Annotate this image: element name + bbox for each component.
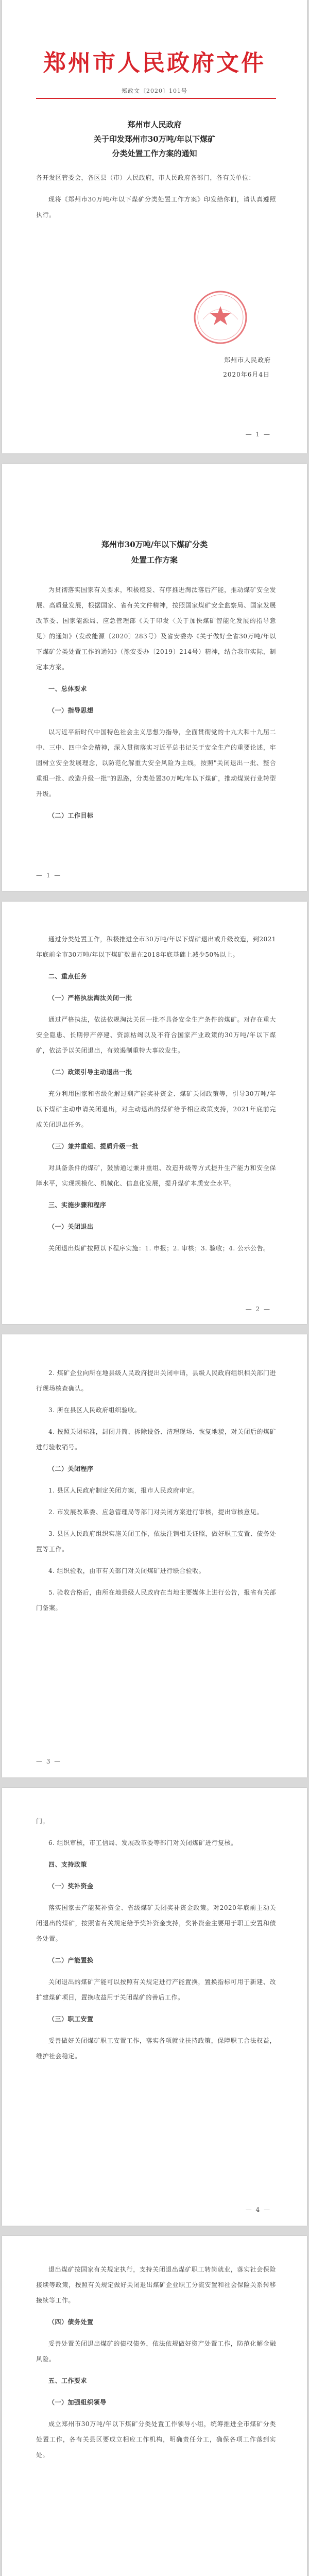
notice-title-line: 分类处置工作方案的通知: [112, 149, 197, 158]
page-4-body: [36, 1365, 276, 1622]
page-number: — 1 —: [245, 431, 271, 438]
subsection-heading: （一）加强组织领导: [48, 2399, 107, 2406]
page-number: — 2 —: [245, 1306, 271, 1313]
section-heading: 一、总体要求: [48, 685, 88, 692]
document-page-1: [2, 0, 307, 453]
paragraph: 通过分类处置工作，积极推进全市30万吨/年以下煤矿退出或升级改造，到2021年底前全市30万吨/年以下煤矿数量在2018年底基础上减少50%以上。: [36, 936, 276, 958]
page-6-body: [36, 2262, 276, 2469]
paragraph: 妥善处置关闭退出煤矿的债权债务，依法依规做好资产处置工作，防范化解金融风险。: [36, 2340, 276, 2363]
paragraph: 3. 所在县区人民政府组织验收。: [48, 1406, 141, 1414]
page-number: — 4 —: [245, 2206, 271, 2213]
notice-title-line: 关于印发郑州市30万吨/年以下煤矿: [93, 134, 216, 144]
paragraph: 4. 组织验收，由市有关部门对关闭煤矿进行联合验收。: [48, 1567, 205, 1574]
section-heading: 二、重点任务: [48, 973, 88, 980]
plan-title-line: 处置工作方案: [131, 555, 178, 565]
paragraph: 门。: [36, 1818, 49, 1825]
subsection-heading: （二）工作目标: [48, 812, 94, 819]
paragraph: 3. 县区人民政府组织实施关闭工作，依法注销相关证照，做好职工安置、债务处置等工作。: [36, 1530, 276, 1553]
paragraph: 6. 组织审核，市工信局、发展改革委等部门对关闭煤矿进行复核。: [48, 1839, 237, 1846]
paragraph: 5. 验收合格后，由所在地县级人民政府在当地主要媒体上进行公告，报省有关部门备案。: [36, 1589, 276, 1612]
subsection-heading: （二）产能置换: [48, 1957, 94, 1964]
paragraph: 4. 按照关闭标准，封闭井筒、拆除设备、清理现场、恢复地貌，对关闭后的煤矿进行验收销号。: [36, 1428, 276, 1451]
paragraph: 充分利用国家和省级化解过剩产能奖补资金、煤矿关闭政策等，引导30万吨/年以下煤矿主动申请关闭退出，对主动退出的煤矿给予相应政策支持，2021年底前完成关闭退出任务。: [36, 1090, 276, 1128]
document-number: 郑政文〔2020〕101号: [122, 88, 187, 94]
subsection-heading: （一）指导思想: [48, 707, 94, 714]
page-number: — 1 —: [36, 872, 62, 879]
paragraph: 落实国家去产能奖补资金、省级煤矿关闭奖补资金政策。对2020年底前主动关闭退出的煤矿，按照省有关规定给予奖补资金支持，奖补资金主要用于职工安置和债务处置。: [36, 1904, 276, 1942]
official-seal-icon: [192, 289, 249, 346]
subsection-heading: （一）关闭退出: [48, 1223, 94, 1230]
paragraph: 关闭退出的煤矿产能可以按照有关规定进行产能置换，置换指标可用于新建、改扩建煤矿项目，置换收益用于关闭煤矿的善后工作。: [36, 1978, 276, 2001]
section-heading: 五、工作要求: [48, 2377, 88, 2384]
notice-title-line: 郑州市人民政府: [127, 120, 182, 129]
signing-date: 2020年6月4日: [223, 371, 270, 378]
subsection-heading: （三）兼并重组、提质升级一批: [48, 1143, 139, 1150]
document-page-3: [2, 902, 307, 1324]
page-5-body: [36, 1814, 276, 2070]
page-number: — 3 —: [36, 1758, 62, 1765]
plan-title: [2, 537, 307, 568]
subsection-heading: （一）奖补资金: [48, 1883, 94, 1890]
paragraph: 通过严格执法，依法依规淘汰关闭一批不具备安全生产条件的煤矿。对存在重大安全隐患、长期停产停建、资源枯竭以及不符合国家产业政策的30万吨/年以下煤矿，依法予以关闭退出，有效遏制重特大事故发生。: [36, 1016, 276, 1054]
paragraph: 为贯彻落实国家有关要求，积极稳妥、有序推进淘汰落后产能，推动煤矿安全发展、高质量发展，根据国家、省有关文件精神，按照国家煤矿安全监察局、国家发展改革委、国家能源局、应急管理部《关于印发〈关于加快煤矿智能化发展的指导意见〉的通知》（发改能源〔2020〕283号）及省安委办《关于做好全省30万吨/年以下煤矿分类处置工作的通知》（豫安委办〔2019〕214号）精神，结合我市实际，制定本方案。: [36, 586, 276, 671]
document-page-5: [2, 1788, 307, 2226]
document-masthead: 郑州市人民政府文件: [43, 50, 266, 76]
plan-title-line: 郑州市30万吨/年以下煤矿分类: [101, 540, 208, 549]
salutation: 各开发区管委会，各区县（市）人民政府，市人民政府各部门，各有关单位：: [36, 174, 255, 181]
notice-paragraph: 现将《郑州市30万吨/年以下煤矿分类处置工作方案》印发给你们，请认真遵照执行。: [36, 196, 276, 218]
document-page-4: [2, 1334, 307, 1777]
subsection-heading: （二）关闭程序: [48, 1465, 94, 1472]
page-3-body: [36, 931, 276, 1262]
paragraph: 妥善做好关闭煤矿职工安置工作，落实各项就业扶持政策，保障职工合法权益，维护社会稳定。: [36, 2037, 276, 2060]
page-2-body: [36, 582, 276, 829]
notice-title: [2, 117, 307, 161]
subsection-heading: （二）政策引导主动退出一批: [48, 1069, 132, 1076]
paragraph: 对具备条件的煤矿，鼓励通过兼并重组、改造升级等方式提升生产能力和安全保障水平，实现规模化、机械化、信息化发展，提升煤矿本质安全水平。: [36, 1164, 276, 1187]
paragraph: 2. 煤矿企业向所在地县级人民政府提出关闭申请，县级人民政府组织相关部门进行现场核查确认。: [36, 1369, 276, 1392]
paragraph: 退出煤矿按国家有关规定执行，支持关闭退出煤矿职工转岗就业，落实社会保险接续等政策，按照有关规定做好关闭退出煤矿企业职工分流安置和社会保险关系转移接续等工作。: [36, 2266, 276, 2304]
subsection-heading: （四）债务处置: [48, 2318, 94, 2326]
paragraph: 1. 县区人民政府制定关闭方案，报市人民政府审定。: [48, 1487, 199, 1494]
signing-organization: 郑州市人民政府: [224, 357, 271, 364]
subsection-heading: （一）严格执法淘汰关闭一批: [48, 994, 132, 1002]
section-heading: 三、实施步骤和程序: [48, 1201, 107, 1209]
paragraph: 成立郑州市30万吨/年以下煤矿分类处置工作领导小组，统筹推进全市煤矿分类处置工作，各有关县区要成立相应工作机构，明确责任分工，确保各项工作落到实处。: [36, 2420, 276, 2459]
paragraph: 关闭退出煤矿按照以下程序实施：1. 申报；2. 审核；3. 验收；4. 公示公告。: [48, 1245, 270, 1252]
paragraph: 以习近平新时代中国特色社会主义思想为指导，全面贯彻党的十九大和十九届二中、三中、四中全会精神，深入贯彻落实习近平总书记关于安全生产的重要论述，牢固树立安全发展理念，以防范化解重大安全风险为主线，按照"关闭退出一批、整合重组一批、改造升级一批"的思路，分类处置30万吨/年以下煤矿，推动煤炭行业转型升级。: [36, 728, 276, 798]
section-heading: 四、支持政策: [48, 1861, 88, 1868]
paragraph: 2. 市发展改革委、应急管理局等部门对关闭方案进行审核，提出审核意见。: [48, 1509, 263, 1516]
subsection-heading: （三）职工安置: [48, 2015, 94, 2023]
red-divider-line: [36, 98, 276, 99]
notice-body: [36, 170, 276, 229]
document-page-2: [2, 464, 307, 891]
document-page-6: [2, 2236, 307, 2576]
